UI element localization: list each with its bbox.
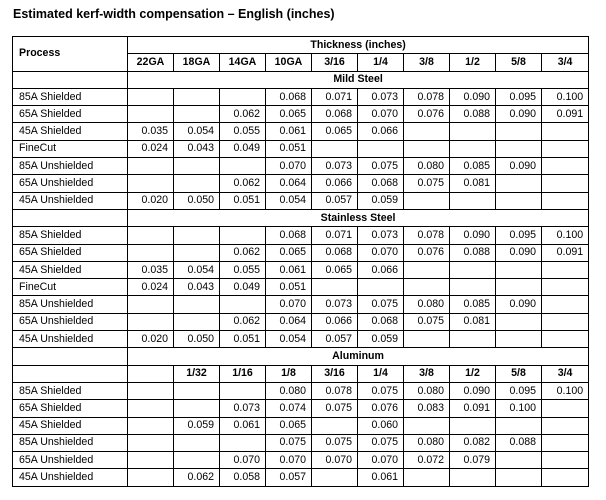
value-cell — [542, 140, 589, 157]
value-cell — [496, 192, 542, 209]
value-cell — [312, 140, 358, 157]
value-cell: 0.085 — [450, 158, 496, 175]
value-cell: 0.054 — [174, 123, 220, 140]
process-cell: 65A Unshielded — [13, 313, 128, 330]
value-cell: 0.079 — [450, 452, 496, 469]
value-cell: 0.082 — [450, 434, 496, 451]
value-cell: 0.065 — [266, 106, 312, 123]
table-row — [13, 434, 589, 451]
value-cell: 0.065 — [266, 244, 312, 261]
value-cell: 0.078 — [404, 227, 450, 244]
value-cell: 0.059 — [358, 192, 404, 209]
value-cell: 0.059 — [358, 331, 404, 348]
section-row — [13, 209, 589, 226]
value-cell — [542, 434, 589, 451]
value-cell: 0.080 — [266, 382, 312, 399]
kerf-width-table — [12, 36, 589, 487]
table-row — [13, 123, 589, 140]
process-cell: 65A Unshielded — [13, 452, 128, 469]
value-cell — [174, 227, 220, 244]
process-cell: 85A Unshielded — [13, 434, 128, 451]
value-cell: 0.073 — [312, 158, 358, 175]
value-cell — [496, 140, 542, 157]
process-cell: 65A Unshielded — [13, 175, 128, 192]
value-cell — [542, 469, 589, 486]
value-cell — [404, 331, 450, 348]
value-cell — [542, 452, 589, 469]
table-row — [13, 192, 589, 209]
table-row — [13, 106, 589, 123]
process-cell: FineCut — [13, 279, 128, 296]
value-cell — [128, 227, 174, 244]
value-cell: 0.061 — [220, 417, 266, 434]
value-cell: 0.051 — [266, 140, 312, 157]
value-cell — [542, 331, 589, 348]
gauge-header: 1/8 — [266, 365, 312, 382]
value-cell: 0.071 — [312, 88, 358, 105]
gauge-header: 22GA — [128, 54, 174, 71]
gauge-header: 3/16 — [312, 54, 358, 71]
process-cell: 65A Shielded — [13, 244, 128, 261]
value-cell: 0.075 — [312, 434, 358, 451]
value-cell: 0.076 — [404, 244, 450, 261]
value-cell: 0.081 — [450, 175, 496, 192]
value-cell — [128, 106, 174, 123]
value-cell: 0.068 — [358, 313, 404, 330]
gauge-header: 3/4 — [542, 365, 589, 382]
value-cell: 0.091 — [542, 106, 589, 123]
table-row — [13, 261, 589, 278]
process-cell: 45A Shielded — [13, 417, 128, 434]
value-cell: 0.091 — [542, 244, 589, 261]
value-cell — [496, 313, 542, 330]
gauge-header: 1/4 — [358, 54, 404, 71]
value-cell: 0.090 — [496, 106, 542, 123]
value-cell — [450, 261, 496, 278]
value-cell: 0.062 — [174, 469, 220, 486]
value-cell: 0.051 — [266, 279, 312, 296]
value-cell: 0.068 — [266, 88, 312, 105]
value-cell: 0.061 — [358, 469, 404, 486]
value-cell — [128, 88, 174, 105]
table-row — [13, 382, 589, 399]
process-cell: 65A Shielded — [13, 106, 128, 123]
value-cell: 0.060 — [358, 417, 404, 434]
value-cell: 0.050 — [174, 192, 220, 209]
value-cell — [496, 331, 542, 348]
process-cell: 85A Shielded — [13, 227, 128, 244]
value-cell: 0.070 — [266, 296, 312, 313]
value-cell — [358, 279, 404, 296]
value-cell: 0.075 — [358, 434, 404, 451]
value-cell — [174, 244, 220, 261]
table-row — [13, 469, 589, 486]
value-cell: 0.088 — [496, 434, 542, 451]
value-cell — [542, 296, 589, 313]
table-row — [13, 175, 589, 192]
value-cell: 0.057 — [266, 469, 312, 486]
gauge-header: 14GA — [220, 54, 266, 71]
value-cell: 0.050 — [174, 331, 220, 348]
process-cell: 85A Unshielded — [13, 158, 128, 175]
value-cell: 0.073 — [312, 296, 358, 313]
value-cell: 0.070 — [358, 244, 404, 261]
process-cell: 45A Unshielded — [13, 192, 128, 209]
value-cell: 0.068 — [266, 227, 312, 244]
value-cell: 0.061 — [266, 123, 312, 140]
value-cell: 0.066 — [358, 261, 404, 278]
value-cell — [174, 296, 220, 313]
table-row — [13, 400, 589, 417]
value-cell: 0.035 — [128, 261, 174, 278]
section-title: Stainless Steel — [128, 209, 589, 226]
gauge-header: 10GA — [266, 54, 312, 71]
value-cell — [542, 158, 589, 175]
value-cell: 0.100 — [542, 382, 589, 399]
value-cell — [220, 382, 266, 399]
table-row — [13, 158, 589, 175]
value-cell — [220, 296, 266, 313]
value-cell: 0.075 — [358, 382, 404, 399]
value-cell — [496, 175, 542, 192]
gauge-header: 1/4 — [358, 365, 404, 382]
value-cell: 0.095 — [496, 227, 542, 244]
gauge-header: 3/8 — [404, 365, 450, 382]
value-cell — [542, 261, 589, 278]
gauge-header: 3/8 — [404, 54, 450, 71]
value-cell — [220, 434, 266, 451]
value-cell: 0.024 — [128, 279, 174, 296]
value-cell: 0.070 — [312, 452, 358, 469]
value-cell — [174, 88, 220, 105]
gauge-header: 5/8 — [496, 54, 542, 71]
value-cell — [174, 106, 220, 123]
value-cell: 0.076 — [358, 400, 404, 417]
thickness-header: Thickness (inches) — [128, 37, 589, 54]
process-cell: FineCut — [13, 140, 128, 157]
value-cell — [312, 279, 358, 296]
value-cell: 0.078 — [404, 88, 450, 105]
table-row — [13, 88, 589, 105]
empty-cell — [13, 209, 128, 226]
value-cell — [542, 123, 589, 140]
process-cell: 65A Shielded — [13, 400, 128, 417]
value-cell: 0.062 — [220, 106, 266, 123]
value-cell: 0.078 — [312, 382, 358, 399]
gauge-header — [128, 365, 174, 382]
value-cell — [128, 400, 174, 417]
value-cell — [404, 261, 450, 278]
value-cell — [174, 175, 220, 192]
value-cell: 0.070 — [358, 452, 404, 469]
value-cell — [174, 452, 220, 469]
table-row — [13, 331, 589, 348]
value-cell: 0.057 — [312, 192, 358, 209]
table-row — [13, 313, 589, 330]
gauge-header: 18GA — [174, 54, 220, 71]
value-cell: 0.073 — [358, 88, 404, 105]
value-cell — [496, 261, 542, 278]
value-cell — [312, 469, 358, 486]
value-cell: 0.073 — [358, 227, 404, 244]
value-cell — [450, 192, 496, 209]
value-cell — [404, 469, 450, 486]
table-row — [13, 279, 589, 296]
value-cell — [450, 140, 496, 157]
value-cell — [450, 279, 496, 296]
value-cell — [496, 417, 542, 434]
gauge-header: 3/16 — [312, 365, 358, 382]
value-cell: 0.062 — [220, 175, 266, 192]
value-cell: 0.055 — [220, 123, 266, 140]
value-cell: 0.091 — [450, 400, 496, 417]
value-cell — [174, 382, 220, 399]
value-cell: 0.075 — [358, 296, 404, 313]
value-cell: 0.070 — [358, 106, 404, 123]
value-cell — [128, 382, 174, 399]
gauge-header-row — [13, 365, 589, 382]
value-cell: 0.062 — [220, 244, 266, 261]
value-cell: 0.020 — [128, 192, 174, 209]
value-cell — [220, 158, 266, 175]
value-cell — [542, 279, 589, 296]
value-cell: 0.083 — [404, 400, 450, 417]
value-cell — [542, 400, 589, 417]
value-cell — [542, 175, 589, 192]
value-cell — [220, 227, 266, 244]
value-cell — [404, 417, 450, 434]
value-cell — [496, 123, 542, 140]
value-cell — [450, 469, 496, 486]
value-cell: 0.090 — [450, 382, 496, 399]
process-cell: 85A Unshielded — [13, 296, 128, 313]
value-cell: 0.065 — [266, 417, 312, 434]
gauge-header: 1/2 — [450, 365, 496, 382]
value-cell — [450, 417, 496, 434]
value-cell: 0.090 — [450, 227, 496, 244]
table-title: Estimated kerf-width compensation – English (inches) — [13, 7, 335, 21]
process-cell: 85A Shielded — [13, 88, 128, 105]
value-cell: 0.035 — [128, 123, 174, 140]
value-cell: 0.100 — [542, 227, 589, 244]
value-cell: 0.080 — [404, 296, 450, 313]
value-cell: 0.051 — [220, 331, 266, 348]
value-cell: 0.055 — [220, 261, 266, 278]
value-cell — [496, 452, 542, 469]
value-cell — [174, 313, 220, 330]
value-cell: 0.075 — [404, 175, 450, 192]
value-cell — [128, 175, 174, 192]
table-row — [13, 244, 589, 261]
value-cell: 0.075 — [358, 158, 404, 175]
value-cell: 0.081 — [450, 313, 496, 330]
value-cell — [174, 400, 220, 417]
empty-cell — [13, 71, 128, 88]
value-cell: 0.068 — [312, 244, 358, 261]
value-cell — [450, 331, 496, 348]
value-cell: 0.095 — [496, 88, 542, 105]
value-cell: 0.064 — [266, 175, 312, 192]
value-cell: 0.049 — [220, 140, 266, 157]
value-cell: 0.049 — [220, 279, 266, 296]
value-cell: 0.066 — [312, 313, 358, 330]
value-cell — [128, 417, 174, 434]
value-cell: 0.090 — [496, 296, 542, 313]
value-cell: 0.090 — [496, 158, 542, 175]
value-cell: 0.073 — [220, 400, 266, 417]
value-cell — [358, 140, 404, 157]
value-cell: 0.090 — [496, 244, 542, 261]
table-row — [13, 140, 589, 157]
value-cell: 0.064 — [266, 313, 312, 330]
table-row — [13, 417, 589, 434]
value-cell: 0.062 — [220, 313, 266, 330]
value-cell: 0.080 — [404, 382, 450, 399]
value-cell: 0.070 — [266, 158, 312, 175]
value-cell: 0.020 — [128, 331, 174, 348]
process-cell: 45A Shielded — [13, 123, 128, 140]
value-cell: 0.066 — [358, 123, 404, 140]
value-cell: 0.058 — [220, 469, 266, 486]
empty-cell — [13, 348, 128, 365]
value-cell — [128, 434, 174, 451]
value-cell: 0.065 — [312, 261, 358, 278]
value-cell: 0.068 — [312, 106, 358, 123]
gauge-header: 3/4 — [542, 54, 589, 71]
value-cell — [404, 123, 450, 140]
value-cell — [174, 158, 220, 175]
process-cell: 45A Unshielded — [13, 469, 128, 486]
value-cell: 0.085 — [450, 296, 496, 313]
value-cell: 0.024 — [128, 140, 174, 157]
value-cell — [128, 244, 174, 261]
value-cell: 0.061 — [266, 261, 312, 278]
value-cell: 0.088 — [450, 106, 496, 123]
value-cell: 0.100 — [542, 88, 589, 105]
value-cell — [496, 469, 542, 486]
table-row — [13, 227, 589, 244]
value-cell: 0.088 — [450, 244, 496, 261]
empty-cell — [13, 365, 128, 382]
value-cell — [220, 88, 266, 105]
section-title: Mild Steel — [128, 71, 589, 88]
value-cell: 0.051 — [220, 192, 266, 209]
value-cell — [404, 140, 450, 157]
section-row — [13, 348, 589, 365]
gauge-header: 1/16 — [220, 365, 266, 382]
value-cell: 0.057 — [312, 331, 358, 348]
table-row — [13, 296, 589, 313]
value-cell — [128, 469, 174, 486]
value-cell: 0.080 — [404, 158, 450, 175]
process-header: Process — [13, 37, 128, 72]
section-title: Aluminum — [128, 348, 589, 365]
header-row — [13, 37, 589, 54]
value-cell — [404, 279, 450, 296]
gauge-header: 5/8 — [496, 365, 542, 382]
gauge-header: 1/32 — [174, 365, 220, 382]
value-cell: 0.090 — [450, 88, 496, 105]
value-cell: 0.054 — [266, 331, 312, 348]
process-cell: 45A Shielded — [13, 261, 128, 278]
value-cell: 0.100 — [496, 400, 542, 417]
process-cell: 85A Shielded — [13, 382, 128, 399]
value-cell: 0.070 — [266, 452, 312, 469]
value-cell — [542, 313, 589, 330]
value-cell — [312, 417, 358, 434]
value-cell: 0.054 — [266, 192, 312, 209]
value-cell — [496, 279, 542, 296]
value-cell — [174, 434, 220, 451]
value-cell: 0.059 — [174, 417, 220, 434]
value-cell: 0.076 — [404, 106, 450, 123]
value-cell: 0.095 — [496, 382, 542, 399]
value-cell — [542, 192, 589, 209]
value-cell: 0.072 — [404, 452, 450, 469]
value-cell — [128, 296, 174, 313]
value-cell: 0.074 — [266, 400, 312, 417]
value-cell: 0.075 — [266, 434, 312, 451]
value-cell: 0.070 — [220, 452, 266, 469]
value-cell: 0.068 — [358, 175, 404, 192]
value-cell: 0.054 — [174, 261, 220, 278]
process-cell: 45A Unshielded — [13, 331, 128, 348]
value-cell — [128, 158, 174, 175]
value-cell: 0.066 — [312, 175, 358, 192]
value-cell: 0.043 — [174, 279, 220, 296]
value-cell: 0.080 — [404, 434, 450, 451]
gauge-header: 1/2 — [450, 54, 496, 71]
value-cell — [128, 313, 174, 330]
value-cell: 0.075 — [404, 313, 450, 330]
value-cell — [404, 192, 450, 209]
value-cell — [450, 123, 496, 140]
value-cell — [542, 417, 589, 434]
value-cell: 0.043 — [174, 140, 220, 157]
table-row — [13, 452, 589, 469]
value-cell — [128, 452, 174, 469]
value-cell: 0.071 — [312, 227, 358, 244]
value-cell: 0.065 — [312, 123, 358, 140]
value-cell: 0.075 — [312, 400, 358, 417]
section-row — [13, 71, 589, 88]
